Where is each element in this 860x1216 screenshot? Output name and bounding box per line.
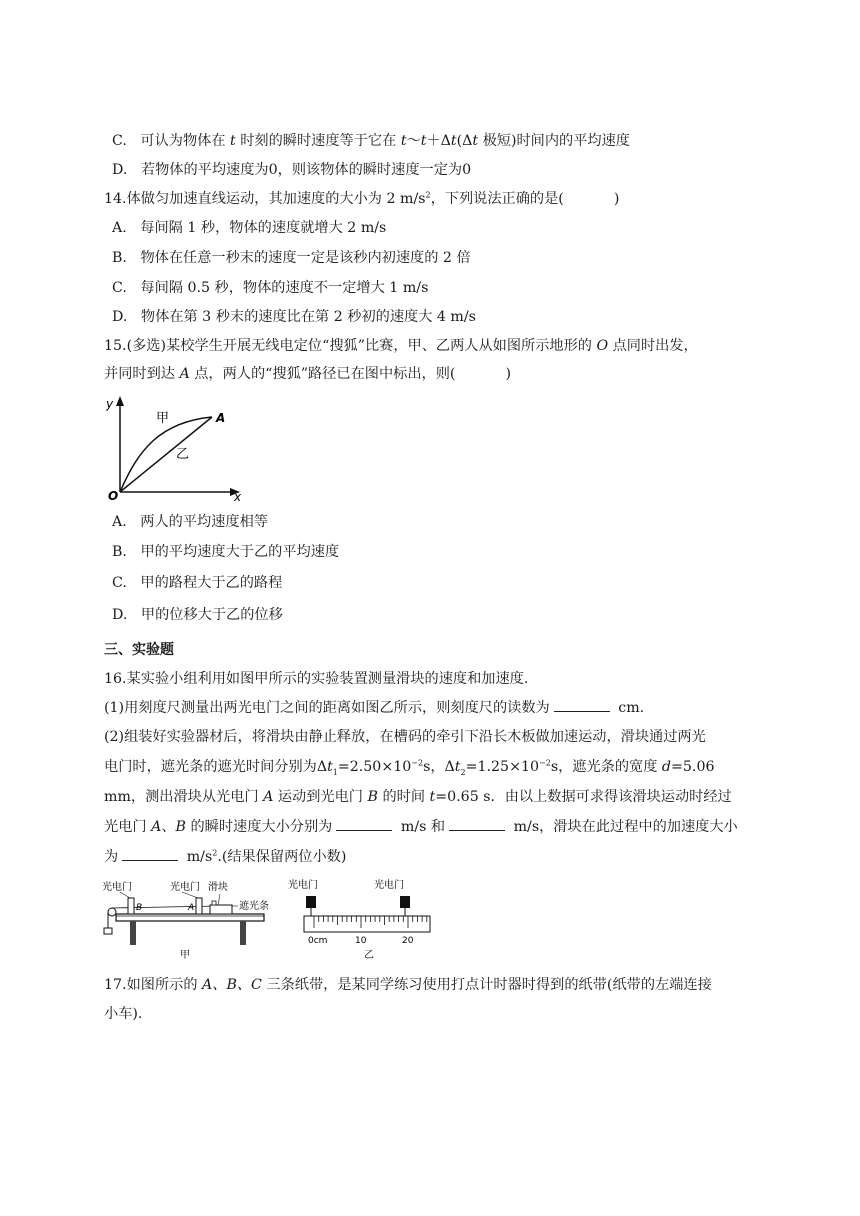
- q16-fig-a-caption: 甲: [180, 950, 190, 960]
- q15-stem-line2: 并同时到达 A 点，两人的“搜狐”路径已在图中标出，则( ): [104, 366, 511, 382]
- q15-path-figure: [100, 392, 260, 504]
- q15-point-a-label: A: [216, 411, 226, 425]
- q16-fig-b-tick-10: 10: [355, 936, 367, 946]
- q16-fig-b-gate2-label: 光电门: [374, 880, 404, 891]
- q16-fig-a-slider-label: 滑块: [208, 882, 228, 893]
- q14-option-a: A. 每间隔 1 秒，物体的速度就增大 2 m/s: [112, 220, 387, 236]
- q16-fig-a-b-label: B: [136, 903, 143, 913]
- q16-part2-line1: (2)组装好实验器材后，将滑块由静止释放，在槽码的牵引下沿长木板做加速运动，滑块通过两光: [104, 729, 706, 745]
- q15-option-b: B. 甲的平均速度大于乙的平均速度: [112, 544, 340, 560]
- q15-path-jia-label: 甲: [156, 411, 170, 426]
- q16-fig-b-tick-20: 20: [402, 936, 414, 946]
- q15-origin-label: O: [108, 489, 119, 503]
- q15-option-a: A. 两人的平均速度相等: [112, 514, 268, 530]
- q16-part2-line5: 为 $m/s^2$.(结果保留两位小数): [104, 848, 347, 865]
- section-3-heading: 三、实验题: [104, 642, 174, 658]
- q16-stem: 16.某实验小组利用如图甲所示的实验装置测量滑块的速度和加速度.: [104, 671, 529, 687]
- q14-option-b: B. 物体在任意一秒末的速度一定是该秒内初速度的 2 倍: [112, 250, 471, 266]
- q16-blank-va[interactable]: [336, 818, 392, 831]
- q16-fig-b-tick-0: 0cm: [308, 936, 328, 946]
- q16-fig-a-shade-label: 遮光条: [239, 901, 269, 912]
- q16-blank-reading[interactable]: [554, 699, 610, 712]
- q16-blank-accel[interactable]: [122, 848, 178, 861]
- q16-fig-a-gate2-label: 光电门: [170, 882, 200, 893]
- q16-blank-vb[interactable]: [449, 818, 505, 831]
- q17-stem-line1: 17.如图所示的 A、B、C 三条纸带，是某同学练习使用打点计时器时得到的纸带(纸带的左端连接: [104, 977, 712, 993]
- q15-x-axis-label: x: [234, 490, 242, 504]
- q16-fig-a-a-label: A: [188, 903, 195, 913]
- q13-option-c: C. 可认为物体在 t 时刻的瞬时速度等于它在 t～t＋Δt(Δt 极短)时间内的平均速度: [112, 133, 630, 149]
- q16-part2-line3: mm，测出滑块从光电门 A 运动到光电门 B 的时间 t=0.65 s．由以上数据可求得该滑块运动时经过: [104, 789, 732, 805]
- q16-ruler-figure: [286, 876, 436, 960]
- q13-option-d: D. 若物体的平均速度为0，则该物体的瞬时速度一定为0: [112, 162, 472, 178]
- q16-part2-line4: 光电门 A、B 的瞬时速度大小分别为 m/s 和 m/s，滑块在此过程中的加速度大小: [104, 819, 738, 835]
- q17-stem-line2: 小车).: [104, 1006, 143, 1022]
- q16-fig-b-caption: 乙: [364, 950, 374, 960]
- q15-path-yi-label: 乙: [176, 447, 190, 462]
- q16-fig-a-gate1-label: 光电门: [102, 882, 132, 893]
- q16-part1: (1)用刻度尺测量出两光电门之间的距离如图乙所示，则刻度尺的读数为 cm.: [104, 700, 645, 716]
- q15-option-c: C. 甲的路程大于乙的路程: [112, 575, 283, 591]
- q14-option-c: C. 每间隔 0.5 秒，物体的速度不一定增大 1 m/s: [112, 280, 429, 296]
- q16-fig-b-gate1-label: 光电门: [288, 880, 318, 891]
- q14-stem: 14.体做匀加速直线运动，其加速度的大小为 2 $m/s^2$，下列说法正确的是( ): [104, 190, 620, 207]
- q15-option-d: D. 甲的位移大于乙的位移: [112, 607, 283, 623]
- q14-option-d: D. 物体在第 3 秒末的速度比在第 2 秒初的速度大 4 m/s: [112, 309, 476, 325]
- q16-apparatus-figure: [100, 876, 272, 960]
- q15-stem-line1: 15.(多选)某校学生开展无线电定位“搜狐”比赛，甲、乙两人从如图所示地形的 O 点同时出发，: [104, 338, 698, 354]
- q16-part2-line2: 电门时，遮光条的遮光时间分别为$\Delta t_1=2.50\times 10^{-2}s$，$\Delta t_2=1.25\times 10^{-2}s$，遮光条的宽度 d=5.06: [104, 758, 715, 777]
- q15-y-axis-label: y: [106, 397, 114, 411]
